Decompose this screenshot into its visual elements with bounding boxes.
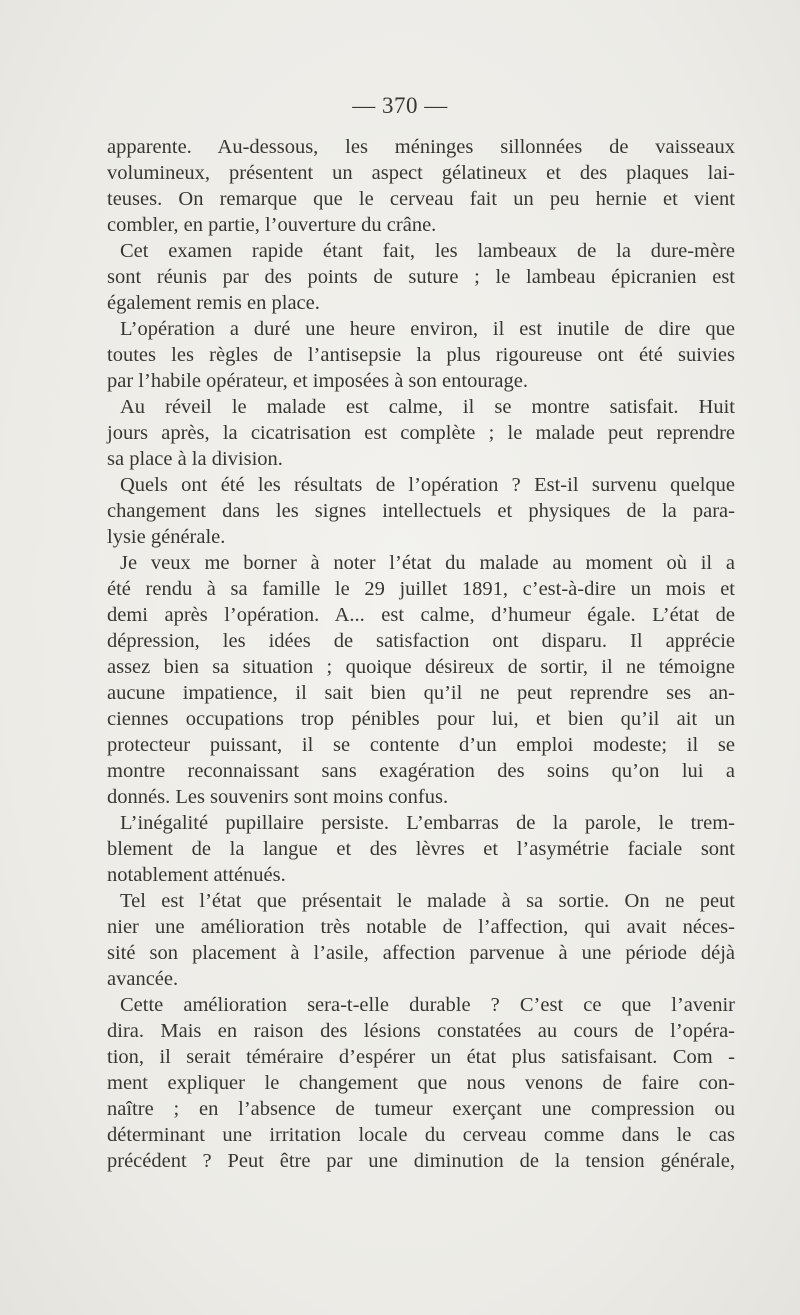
- text-line: par l’habile opérateur, et imposées à son entourage.: [107, 370, 528, 392]
- text-line: également remis en place.: [107, 292, 320, 314]
- text-line: L’inégalité pupillaire persiste. L’embarras de la parole, le trem-: [120, 812, 735, 834]
- text-line: protecteur puissant, il se contente d’un emploi modeste; il se: [107, 734, 735, 756]
- text-line: lysie générale.: [107, 526, 226, 548]
- text-line: donnés. Les souvenirs sont moins confus.: [107, 786, 449, 808]
- paragraph: [107, 992, 735, 1174]
- paragraph: [107, 134, 735, 238]
- text-line: demi après l’opération. A... est calme, d’humeur égale. L’état de: [107, 604, 735, 626]
- text-line: précédent ? Peut être par une diminution de la tension générale,: [107, 1150, 735, 1172]
- text-line: apparente. Au-dessous, les méninges sillonnées de vaisseaux: [107, 136, 735, 158]
- paragraph: [107, 472, 735, 550]
- text-line: Au réveil le malade est calme, il se montre satisfait. Huit: [120, 396, 735, 418]
- text-line: naître ; en l’absence de tumeur exerçant une compression ou: [107, 1098, 735, 1120]
- paragraph: [107, 810, 735, 888]
- text-line: dépression, les idées de satisfaction ont disparu. Il apprécie: [107, 630, 735, 652]
- text-line: été rendu à sa famille le 29 juillet 1891, c’est-à-dire un mois et: [107, 578, 735, 600]
- text-line: Cette amélioration sera-t-elle durable ? C’est ce que l’avenir: [120, 994, 735, 1016]
- paragraph: [107, 394, 735, 472]
- text-line: ment expliquer le changement que nous venons de faire con-: [107, 1072, 735, 1094]
- text-line: changement dans les signes intellectuels et physiques de la para-: [107, 500, 735, 522]
- text-line: nier une amélioration très notable de l’affection, qui avait néces-: [107, 916, 735, 938]
- text-line: ciennes occupations trop pénibles pour lui, et bien qu’il ait un: [107, 708, 735, 730]
- text-line: déterminant une irritation locale du cerveau comme dans le cas: [107, 1124, 735, 1146]
- text-line: sa place à la division.: [107, 448, 283, 470]
- paragraph: [107, 550, 735, 810]
- paragraph: [107, 316, 735, 394]
- text-line: volumineux, présentent un aspect gélatineux et des plaques lai-: [107, 162, 735, 184]
- text-line: toutes les règles de l’antisepsie la plus rigoureuse ont été suivies: [107, 344, 735, 366]
- paragraph: [107, 238, 735, 316]
- paragraph: [107, 888, 735, 992]
- text-line: teuses. On remarque que le cerveau fait un peu hernie et vient: [107, 188, 735, 210]
- text-line: assez bien sa situation ; quoique désireux de sortir, il ne témoigne: [107, 656, 735, 678]
- text-line: jours après, la cicatrisation est complète ; le malade peut reprendre: [107, 422, 735, 444]
- text-line: dira. Mais en raison des lésions constatées au cours de l’opéra-: [107, 1020, 735, 1042]
- text-line: Tel est l’état que présentait le malade à sa sortie. On ne peut: [120, 890, 735, 912]
- text-line: tion, il serait téméraire d’espérer un état plus satisfaisant. Com -: [107, 1046, 735, 1068]
- text-line: notablement atténués.: [107, 864, 286, 886]
- text-line: aucune impatience, il sait bien qu’il ne peut reprendre ses an-: [107, 682, 735, 704]
- text-line: avancée.: [107, 968, 179, 990]
- text-line: Je veux me borner à noter l’état du malade au moment où il a: [120, 552, 735, 574]
- text-line: sont réunis par des points de suture ; le lambeau épicranien est: [107, 266, 735, 288]
- text-line: Cet examen rapide étant fait, les lambeaux de la dure-mère: [120, 240, 735, 262]
- page-number: — 370 —: [352, 93, 448, 118]
- text-line: Quels ont été les résultats de l’opération ? Est-il survenu quelque: [120, 474, 735, 496]
- text-line: L’opération a duré une heure environ, il est inutile de dire que: [120, 318, 735, 340]
- text-line: montre reconnaissant sans exagération des soins qu’on lui a: [107, 760, 735, 782]
- text-line: combler, en partie, l’ouverture du crâne.: [107, 214, 437, 236]
- body-text: [107, 134, 735, 1174]
- text-line: blement de la langue et des lèvres et l’asymétrie faciale sont: [107, 838, 735, 860]
- text-line: sité son placement à l’asile, affection parvenue à une période déjà: [107, 942, 735, 964]
